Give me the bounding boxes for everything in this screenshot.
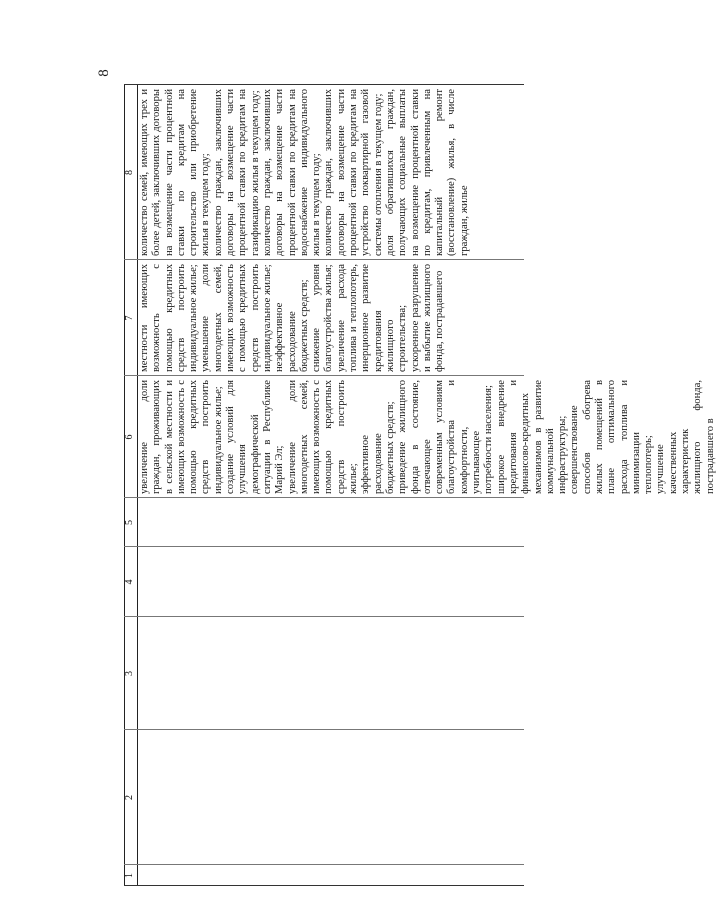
table-cell-paragraph: эффективное расходование бюджетных средств; <box>360 401 396 494</box>
header-col-7: 7 <box>124 315 135 321</box>
table-cell-paragraph: количество граждан, заключивших договоры на возмещение части процентной ставки по кредитам на устройство поквартирной газовой системы отопления в текущем году; <box>323 89 384 256</box>
table-cell-paragraph: количество граждан, заключивших договоры на возмещение части процентной ставки по кредитам на водоснабжение индивидуального жилья в текущем году; <box>261 89 323 256</box>
table-cell-paragraph: создание условий для улучшения демографической ситуации в Республике Марий Эл; <box>225 380 286 494</box>
table-cell-paragraph: приведение жилищного фонда в состояние, отвечающее современным условиям благоустройства и комфортности, учитывающее потребности населения; <box>397 380 495 494</box>
table-cell-paragraph: увеличение доли многодетных семей, имеющих возможность с помощью кредитных средств построить жилье; <box>286 380 360 494</box>
table-cell-paragraph: доля обратившихся граждан, получающих социальные выплаты на возмещение процентной ставки по кредитам, привлеченным на капитальный ремонт (восстановление) жилья, в числе граждан, жилье <box>384 89 470 256</box>
column-divider <box>124 546 524 547</box>
header-col-5: 5 <box>124 520 135 525</box>
column-6-text <box>139 380 716 494</box>
column-divider <box>124 864 524 865</box>
column-8-text <box>139 89 523 256</box>
table-cell-paragraph: уменьшение доли многодетных семей, имеющих возможность с помощью кредитных средств построить индивидуальное жилье; <box>200 264 273 372</box>
table-left-border <box>124 885 524 886</box>
column-divider <box>124 616 524 617</box>
table-cell-paragraph: ускоренное разрушение и выбытие жилищного фонда, пострадавшего <box>409 264 446 372</box>
table-cell-paragraph: количество семей, имеющих трех и более детей, заключивших договоры на возмещение части процентной ставки по кредитам на строительство или приобретение жилья в текущем году; <box>139 89 212 256</box>
header-col-4: 4 <box>124 579 135 585</box>
table-cell-paragraph: увеличение расхода топлива и теплопотерь, инерционное развитие кредитования жилищного строительства; <box>335 264 409 372</box>
column-divider <box>124 375 524 376</box>
column-7-text <box>139 264 523 372</box>
header-col-1: 1 <box>124 873 135 878</box>
table-cell-paragraph: улучшение качественных характеристик жилищного фонда, пострадавшего в <box>655 380 716 494</box>
column-divider <box>124 497 524 498</box>
header-separator <box>137 84 138 886</box>
page-number: 8 <box>96 69 112 77</box>
header-col-3: 3 <box>124 671 135 676</box>
table-cell-paragraph: местности имеющих возможность с помощью кредитных средств построить индивидуальное жилье; <box>139 264 200 372</box>
table-right-border <box>124 84 524 85</box>
header-col-2: 2 <box>124 795 135 800</box>
table-cell-paragraph: увеличение доли граждан, проживающих в сельской местности и имеющих возможность с помощью кредитных средств построить индивидуальное жилье; <box>139 380 224 494</box>
header-col-8: 8 <box>124 170 135 175</box>
table-cell-paragraph: количество граждан, заключивших договоры на возмещение части процентной ставки по кредитам на газификацию жилья в текущем году; <box>212 89 261 256</box>
header-col-6: 6 <box>124 434 135 440</box>
column-divider <box>124 729 524 730</box>
table-cell-paragraph: широкое внедрение кредитования и финансово-кредитных механизмов в развитие коммунальной инфраструктуры; <box>495 380 569 494</box>
column-divider <box>124 259 524 260</box>
table-cell-paragraph: совершенствование способов обогрева жилых помещений в плане оптимального расхода топлива и минимизации теплопотерь; <box>569 380 655 494</box>
program-table <box>124 84 716 886</box>
table-cell-paragraph: неэффективное расходование бюджетных средств; <box>274 279 310 372</box>
table-cell-paragraph: снижение уровня благоустройства жилья; <box>311 264 335 372</box>
